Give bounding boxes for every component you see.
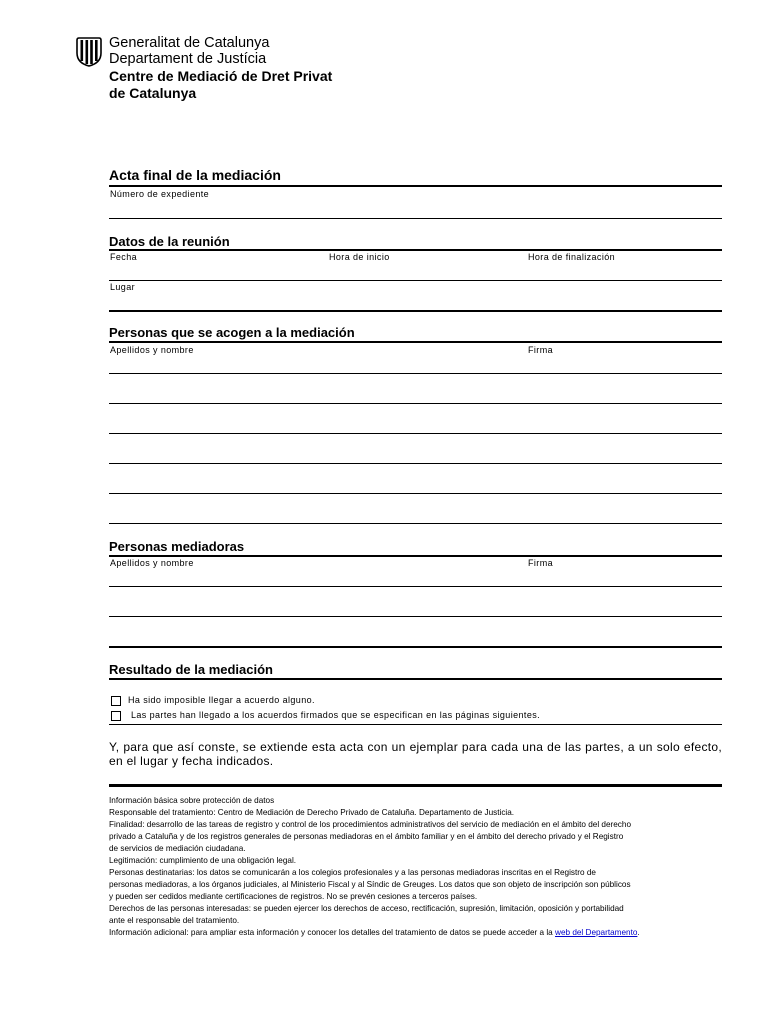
header-dept: Departament de Justícia xyxy=(109,51,267,67)
mediadoras-row-line[interactable] xyxy=(109,616,722,617)
footer-line: privado a Cataluña y de los registros generales de personas mediadoras en el ámbito familiar y en el ámbito del derecho privado y el Registro xyxy=(109,832,624,841)
expediente-field-line[interactable] xyxy=(109,218,722,219)
form-title: Acta final de la mediación xyxy=(109,167,281,183)
option1-checkbox[interactable] xyxy=(111,696,121,706)
footer-line: Personas destinatarias: los datos se comunicarán a los colegios profesionales y a las personas mediadoras inscritas en el Registro de xyxy=(109,868,596,877)
mediadoras-heading: Personas mediadoras xyxy=(109,539,245,554)
personas-row-line[interactable] xyxy=(109,463,722,464)
option2-label: Las partes han llegado a los acuerdos firmados que se especifican en las páginas siguientes. xyxy=(131,710,541,720)
closing-statement: Y, para que así conste, se extiende esta acta con un ejemplar para cada una de las partes, a un solo efecto, en el lugar y fecha indicados. xyxy=(109,740,722,768)
footer-line: personas mediadoras, a los órganos judiciales, al Ministerio Fiscal y al Síndic de Greuges. Los datos que son objeto de inscripción son públicos xyxy=(109,880,631,889)
fecha-label: Fecha xyxy=(110,252,138,262)
lugar-field-line[interactable] xyxy=(109,310,722,312)
personas-row-line[interactable] xyxy=(109,433,722,434)
footer-line: Legitimación: cumplimiento de una obligación legal. xyxy=(109,856,297,865)
personas-heading: Personas que se acogen a la mediación xyxy=(109,325,355,340)
lugar-label: Lugar xyxy=(110,282,136,292)
divider xyxy=(109,724,722,725)
footer-line: Derechos de las personas interesadas: se pueden ejercer los derechos de acceso, rectificación, supresión, limitación, oposición y portabilidad xyxy=(109,904,624,913)
divider xyxy=(109,678,722,680)
footer-line: Finalidad: desarrollo de las tareas de registro y control de los procedimientos administrativos del servicio de mediación en el ámbito del derecho xyxy=(109,820,631,829)
footer-line: Responsable del tratamiento: Centro de Mediación de Derecho Privado de Cataluña. Departamento de Justicia. xyxy=(109,808,515,817)
divider xyxy=(109,555,722,557)
mediadoras-sign-label: Firma xyxy=(528,558,553,568)
footer-line: de servicios de mediación ciudadana. xyxy=(109,844,246,853)
footer-additional-text: Información adicional: para ampliar esta información y conocer los detalles del tratamiento de datos se puede acceder a la xyxy=(109,928,553,937)
personas-row-line[interactable] xyxy=(109,403,722,404)
header-centre-line2: de Catalunya xyxy=(109,85,197,101)
mediadoras-name-label: Apellidos y nombre xyxy=(110,558,194,568)
meeting-field-line[interactable] xyxy=(109,280,722,281)
option2-checkbox[interactable] xyxy=(111,711,121,721)
personas-row-line[interactable] xyxy=(109,373,722,374)
footer-line: Información básica sobre protección de datos xyxy=(109,796,275,805)
personas-name-label: Apellidos y nombre xyxy=(110,345,194,355)
header-centre-line1: Centre de Mediació de Dret Privat xyxy=(109,68,333,84)
hora-fin-label: Hora de finalización xyxy=(528,252,616,262)
web-departamento-link[interactable]: web del Departamento xyxy=(555,928,638,937)
footer-period: . xyxy=(637,928,640,937)
divider xyxy=(109,185,722,187)
footer-line: ante el responsable del tratamiento. xyxy=(109,916,240,925)
expediente-label: Número de expediente xyxy=(110,189,210,199)
footer-line: y pueden ser cedidos mediante certificaciones de registros. No se prevén cesiones a terceros países. xyxy=(109,892,478,901)
option1-label: Ha sido imposible llegar a acuerdo alguno. xyxy=(128,695,315,705)
meeting-heading: Datos de la reunión xyxy=(109,234,230,249)
hora-inicio-label: Hora de inicio xyxy=(329,252,390,262)
divider xyxy=(109,341,722,343)
personas-sign-label: Firma xyxy=(528,345,553,355)
mediadoras-row-line[interactable] xyxy=(109,646,722,648)
header-org: Generalitat de Catalunya xyxy=(109,35,270,51)
personas-row-line[interactable] xyxy=(109,493,722,494)
divider xyxy=(109,784,722,787)
mediadoras-row-line[interactable] xyxy=(109,586,722,587)
generalitat-logo-icon xyxy=(76,37,102,67)
data-protection-info xyxy=(109,795,719,939)
footer-line-additional xyxy=(109,927,719,939)
divider xyxy=(109,249,722,251)
resultado-heading: Resultado de la mediación xyxy=(109,662,273,677)
personas-row-line[interactable] xyxy=(109,523,722,524)
